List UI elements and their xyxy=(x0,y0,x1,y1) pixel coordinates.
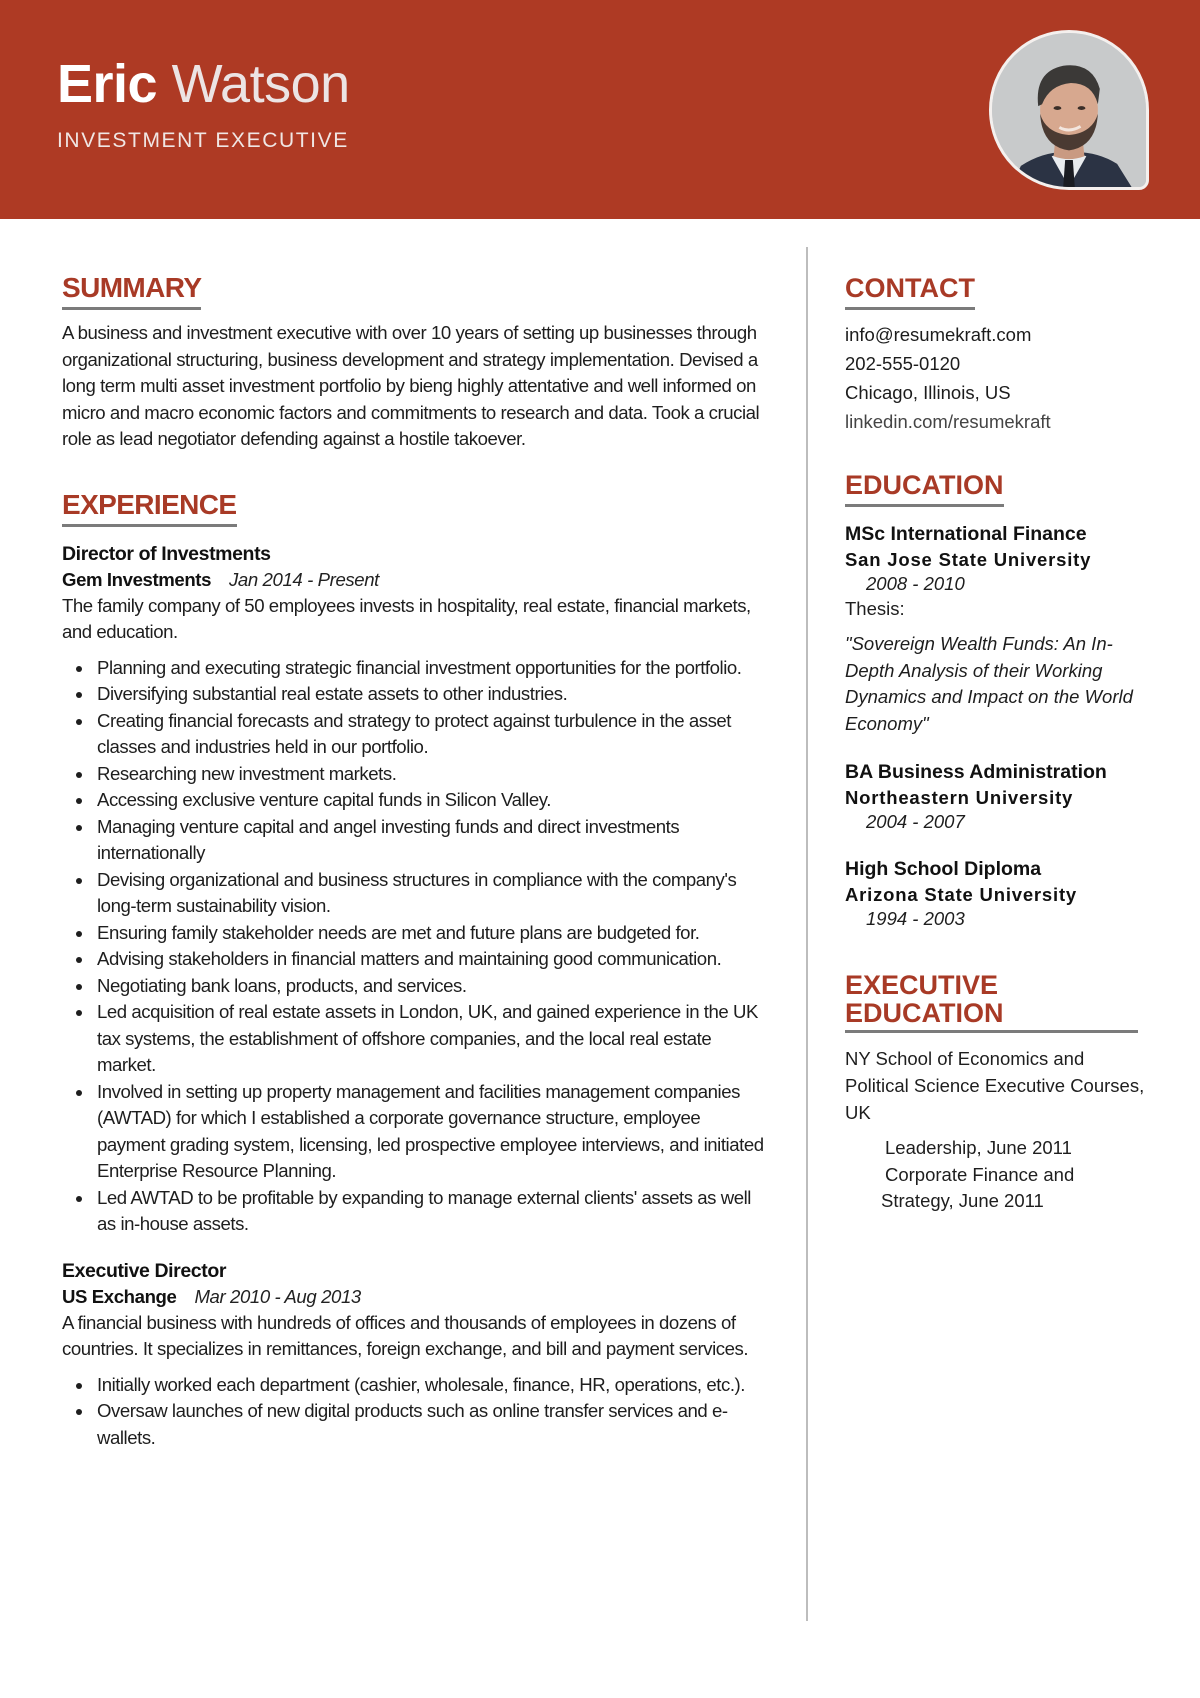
thesis-title: "Sovereign Wealth Funds: An In-Depth Analysis of their Working Dynamics and Impact on the World Economy" xyxy=(845,633,1133,734)
education-section xyxy=(845,469,1145,931)
course-item: Strategy, June 2011 xyxy=(881,1190,1044,1211)
bullet-item: Managing venture capital and angel investing funds and direct investments internationally xyxy=(62,814,772,867)
contact-list xyxy=(845,320,1145,436)
education-item xyxy=(845,759,1145,834)
executive-education-section xyxy=(845,971,1145,1215)
bullet-item: Creating financial forecasts and strategy to protect against turbulence in the asset classes and industries held in our portfolio. xyxy=(62,708,772,761)
contact-email[interactable]: info@resumekraft.com xyxy=(845,324,1032,345)
summary-text: A business and investment executive with over 10 years of setting up businesses through organizational structuring, business development and strategy implementation. Devised a long term multi asset investment portfolio by bieng highly attentative and well informed on micro and macro economic factors and commitments to research and data. Took a crucial role as lead negotiator defending against a hostile takoever. xyxy=(62,322,760,449)
thesis-label: Thesis: xyxy=(845,598,905,619)
last-name: Watson xyxy=(171,54,350,114)
bullet-item: Led AWTAD to be profitable by expanding to manage external clients' assets as well as in-house assets. xyxy=(62,1185,772,1238)
school-name: San Jose State University xyxy=(845,549,1092,570)
job-dates: Mar 2010 - Aug 2013 xyxy=(194,1285,361,1307)
heading-line: EDUCATION xyxy=(845,998,1004,1028)
contact-section xyxy=(845,272,1145,436)
course-item: Corporate Finance and xyxy=(885,1163,1075,1185)
education-heading: EDUCATION xyxy=(845,469,1004,507)
job-dates: Jan 2014 - Present xyxy=(229,568,379,590)
job-entry xyxy=(62,1258,772,1452)
bullet-item: Advising stakeholders in financial matters and maintaining good communication. xyxy=(62,946,772,973)
bullet-item: Negotiating bank loans, products, and services. xyxy=(62,973,772,1000)
bullet-item: Ensuring family stakeholder needs are met and future plans are budgeted for. xyxy=(62,920,772,947)
job-entry xyxy=(62,541,772,1238)
resume-header xyxy=(0,0,1200,219)
school-name: Northeastern University xyxy=(845,787,1074,808)
first-name: Eric xyxy=(57,54,158,114)
bullet-item: Devising organizational and business structures in compliance with the company's long-term sustainability vision. xyxy=(62,867,772,920)
job-title-subtitle: INVESTMENT EXECUTIVE xyxy=(57,129,349,152)
summary-heading: SUMMARY xyxy=(62,272,201,310)
job-description: The family company of 50 employees invests in hospitality, real estate, financial markets, and education. xyxy=(62,594,751,642)
bullet-item: Initially worked each department (cashier, wholesale, finance, HR, operations, etc.). xyxy=(62,1372,772,1399)
job-meta xyxy=(62,1284,772,1310)
degree-name: MSc International Finance xyxy=(845,523,1087,545)
portrait-image-icon xyxy=(992,33,1146,187)
sidebar-column xyxy=(845,272,1145,1215)
contact-linkedin[interactable]: linkedin.com/resumekraft xyxy=(845,411,1051,432)
executive-school: NY School of Economics and Political Science Executive Courses, UK xyxy=(845,1048,1145,1123)
main-column xyxy=(62,272,772,1451)
profile-photo xyxy=(989,30,1149,190)
education-years: 1994 - 2003 xyxy=(866,908,965,929)
job-meta xyxy=(62,567,772,593)
job-bullets xyxy=(62,655,772,1238)
experience-section xyxy=(62,489,772,1452)
job-description: A financial business with hundreds of offices and thousands of employees in dozens of countries. It specializes in remittances, foreign exchange, and bill and payment services. xyxy=(62,1311,749,1359)
degree-name: BA Business Administration xyxy=(845,761,1107,783)
education-years: 2008 - 2010 xyxy=(866,573,965,594)
contact-location: Chicago, Illinois, US xyxy=(845,382,1011,403)
bullet-item: Oversaw launches of new digital products such as online transfer services and e-wallets. xyxy=(62,1398,772,1451)
education-years: 2004 - 2007 xyxy=(866,811,965,832)
contact-phone: 202-555-0120 xyxy=(845,353,961,374)
education-item xyxy=(845,521,1145,737)
job-bullets xyxy=(62,1372,772,1452)
executive-courses xyxy=(845,1135,1145,1215)
bullet-item: Accessing exclusive venture capital funds in Silicon Valley. xyxy=(62,787,772,814)
bullet-item: Diversifying substantial real estate assets to other industries. xyxy=(62,681,772,708)
school-name: Arizona State University xyxy=(845,884,1078,905)
column-divider xyxy=(806,247,808,1621)
candidate-name xyxy=(57,52,350,116)
bullet-item: Researching new investment markets. xyxy=(62,761,772,788)
company-name: Gem Investments xyxy=(62,568,212,590)
education-item xyxy=(845,856,1145,931)
bullet-item: Involved in setting up property management and facilities management companies (AWTAD) for which I established a corporate governance structure, employee payment grading system, licensing, led prospective employee interviews, and initiated Enterprise Resource Planning. xyxy=(62,1079,772,1185)
job-title: Director of Investments xyxy=(62,542,271,565)
executive-education-heading xyxy=(845,971,1138,1033)
course-item: Leadership, June 2011 xyxy=(885,1137,1072,1158)
degree-name: High School Diploma xyxy=(845,858,1042,880)
experience-heading: EXPERIENCE xyxy=(62,489,237,527)
summary-section xyxy=(62,272,772,453)
bullet-item: Planning and executing strategic financial investment opportunities for the portfolio. xyxy=(62,655,772,682)
contact-heading: CONTACT xyxy=(845,272,975,310)
company-name: US Exchange xyxy=(62,1285,177,1307)
heading-line: EXECUTIVE xyxy=(845,970,999,1000)
bullet-item: Led acquisition of real estate assets in London, UK, and gained experience in the UK tax systems, the establishment of offshore companies, and the local real estate market. xyxy=(62,999,772,1079)
job-title: Executive Director xyxy=(62,1259,227,1282)
